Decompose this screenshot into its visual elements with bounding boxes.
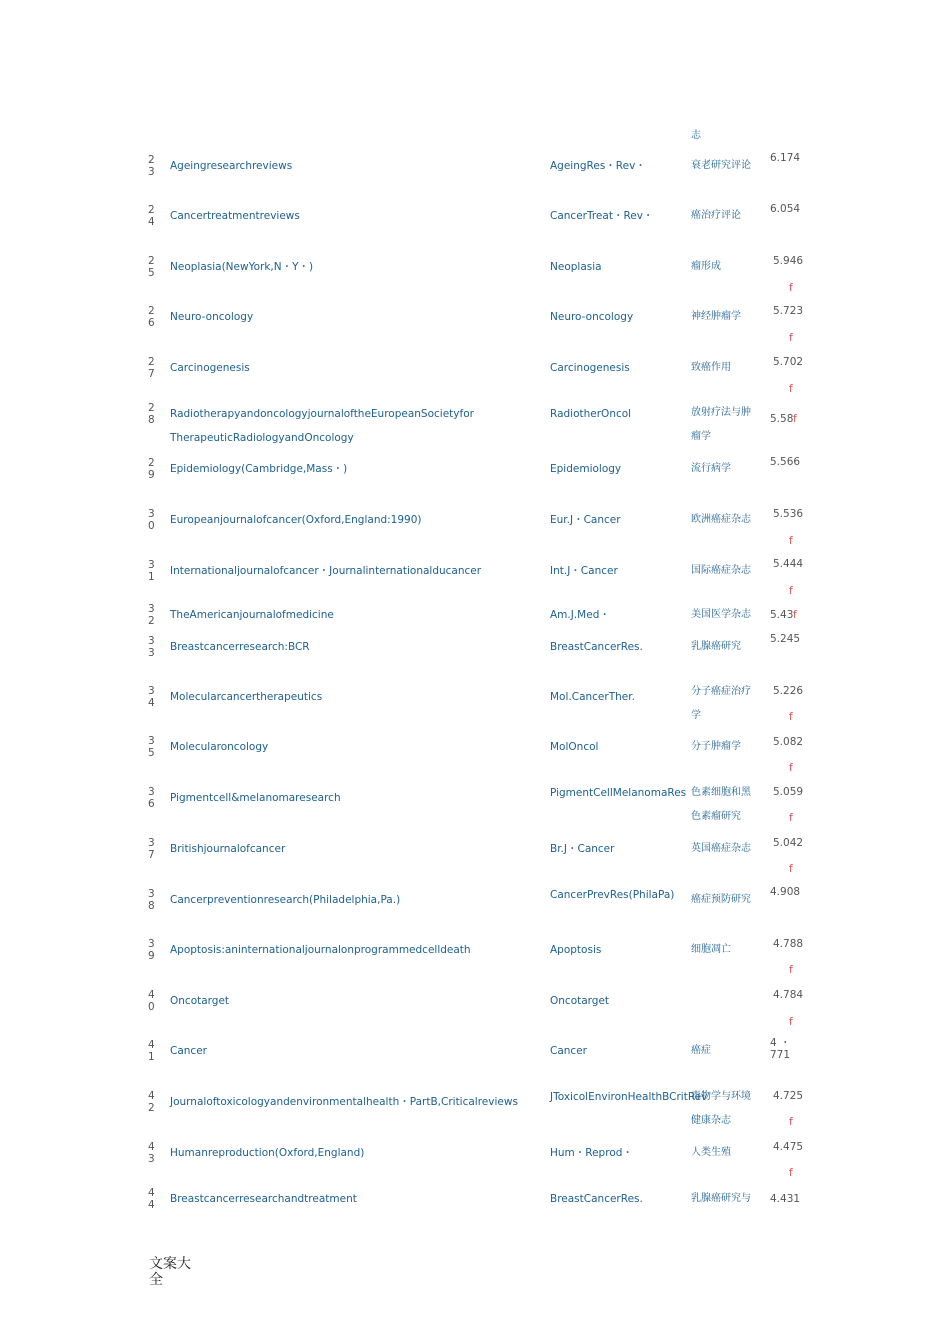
row-number: 32 (148, 603, 155, 627)
journal-full-name: Cancertreatmentreviews (170, 210, 300, 222)
journal-abbreviation: CancerTreat・Rev・ (550, 210, 654, 222)
impact-factor: 6.054 (770, 203, 801, 215)
journal-chinese-name: 色素细胞和黑色素瘤研究 (691, 787, 751, 822)
row-number: 30 (148, 508, 155, 532)
impact-factor: 4.725 (773, 1090, 804, 1102)
row-number: 37 (148, 837, 155, 861)
impact-factor: 5.042 (773, 837, 804, 849)
journal-abbreviation: RadiotherOncol (550, 408, 632, 420)
journal-abbreviation: Neoplasia (550, 261, 602, 273)
note-mark: f (789, 812, 793, 824)
note-mark: f (789, 1016, 793, 1028)
journal-full-name: Breastcancerresearchandtreatment (170, 1193, 357, 1205)
journal-abbreviation: PigmentCellMelanomaRes (550, 787, 687, 799)
impact-factor: 5.43 (770, 609, 794, 621)
journal-full-name: Carcinogenesis (170, 362, 250, 374)
note-mark: f (789, 711, 793, 723)
row-number: 41 (148, 1039, 155, 1063)
journal-chinese-name: 乳腺癌研究 (691, 641, 741, 652)
row-number: 26 (148, 305, 155, 329)
journal-full-name: Oncotarget (170, 995, 230, 1007)
journal-abbreviation: Apoptosis (550, 944, 602, 956)
journal-full-name: Molecularoncology (170, 741, 269, 753)
journal-abbreviation: Am.J.Med・ (550, 609, 610, 621)
row-number: 23 (148, 154, 155, 178)
note-mark: f (789, 535, 793, 547)
journal-chinese-name: 乳腺癌研究与 (691, 1193, 751, 1204)
journal-full-name: TheAmericanjournalofmedicine (170, 609, 334, 621)
journal-chinese-name: 瘤形成 (691, 261, 721, 272)
impact-factor: 5.702 (773, 356, 804, 368)
row-number: 42 (148, 1090, 155, 1114)
row-number: 38 (148, 888, 155, 912)
note-mark: f (789, 585, 793, 597)
journal-abbreviation: Carcinogenesis (550, 362, 630, 374)
journal-chinese-name: 美国医学杂志 (691, 609, 751, 620)
journal-abbreviation: Neuro-oncology (550, 311, 634, 323)
journal-abbreviation: BreastCancerRes. (550, 1193, 643, 1205)
impact-factor: 5.536 (773, 508, 804, 520)
journal-abbreviation: MolOncol (550, 741, 599, 753)
journal-abbreviation: Mol.CancerTher. (550, 691, 635, 703)
note-mark: f (789, 282, 793, 294)
journal-chinese-name: 国际癌症杂志 (691, 565, 751, 576)
row-number: 39 (148, 938, 155, 962)
row-number: 28 (148, 402, 155, 426)
impact-factor: 6.174 (770, 152, 801, 164)
journal-abbreviation: Oncotarget (550, 995, 610, 1007)
journal-full-name: Europeanjournalofcancer(Oxford,England:1990) (170, 514, 422, 526)
note-mark: f (789, 1167, 793, 1179)
note-mark: f (789, 1116, 793, 1128)
journal-chinese-name: 人类生殖 (691, 1147, 731, 1158)
journal-full-name: Internationaljournalofcancer・Journalinternationalducancer (170, 565, 482, 577)
journal-abbreviation: Int.J・Cancer (550, 565, 618, 577)
journal-full-name-cont: TherapeuticRadiologyandOncology (170, 432, 354, 444)
impact-factor: 4.908 (770, 886, 801, 898)
impact-factor: 5.946 (773, 255, 804, 267)
journal-abbreviation: Cancer (550, 1045, 587, 1057)
note-mark: f (789, 964, 793, 976)
journal-chinese-name: 分子癌症治疗学 (691, 686, 751, 721)
journal-abbreviation: BreastCancerRes. (550, 641, 643, 653)
journal-full-name: RadiotherapyandoncologyjournaloftheEuropeanSocietyfor (170, 408, 474, 420)
journal-full-name: Humanreproduction(Oxford,England) (170, 1147, 365, 1159)
impact-factor: 4.788 (773, 938, 804, 950)
note-mark: f (793, 413, 797, 425)
top-fragment: 志 (691, 130, 701, 141)
journal-full-name: Britishjournalofcancer (170, 843, 286, 855)
journal-full-name: Breastcancerresearch:BCR (170, 641, 310, 653)
impact-factor: 4.475 (773, 1141, 804, 1153)
impact-factor: 5.226 (773, 685, 804, 697)
journal-chinese-name: 癌治疗评论 (691, 210, 741, 221)
journal-full-name: Epidemiology(Cambridge,Mass・) (170, 463, 348, 475)
journal-full-name: Neuro-oncology (170, 311, 254, 323)
journal-full-name: Cancerpreventionresearch(Philadelphia,Pa.) (170, 894, 401, 906)
impact-factor: 5.566 (770, 456, 801, 468)
journal-abbreviation: JToxicolEnvironHealthBCritRev (550, 1091, 708, 1103)
journal-full-name: Cancer (170, 1045, 207, 1057)
footer-text: 文案大全 (149, 1256, 191, 1288)
journal-abbreviation: Br.J・Cancer (550, 843, 615, 855)
journal-abbreviation: Eur.J・Cancer (550, 514, 621, 526)
row-number: 25 (148, 255, 155, 279)
row-number: 31 (148, 559, 155, 583)
row-number: 35 (148, 735, 155, 759)
journal-full-name: Apoptosis:aninternationaljournalonprogrammedcelldeath (170, 944, 471, 956)
journal-full-name: Journaloftoxicologyandenvironmentalhealth・PartB,Criticalreviews (170, 1096, 518, 1108)
journal-abbreviation: CancerPrevRes(PhilaPa) (550, 889, 675, 901)
row-number: 43 (148, 1141, 155, 1165)
row-number: 44 (148, 1187, 155, 1211)
journal-chinese-name: 毒物学与环境健康杂志 (691, 1091, 751, 1126)
journal-chinese-name: 癌症预防研究 (691, 894, 751, 905)
note-mark: f (789, 863, 793, 875)
journal-abbreviation: Epidemiology (550, 463, 622, 475)
note-mark: f (789, 332, 793, 344)
row-number: 40 (148, 989, 155, 1013)
note-mark: f (793, 609, 797, 621)
journal-chinese-name: 衰老研究评论 (691, 160, 751, 171)
impact-factor: 4.431 (770, 1193, 801, 1205)
journal-chinese-name: 放射疗法与肿瘤学 (691, 407, 751, 442)
journal-chinese-name: 分子肿瘤学 (691, 741, 741, 752)
impact-factor: 5.723 (773, 305, 804, 317)
journal-full-name: Molecularcancertherapeutics (170, 691, 323, 703)
row-number: 33 (148, 635, 155, 659)
impact-factor: 5.444 (773, 558, 804, 570)
row-number: 36 (148, 786, 155, 810)
row-number: 27 (148, 356, 155, 380)
journal-full-name: Ageingresearchreviews (170, 160, 293, 172)
journal-chinese-name: 癌症 (691, 1045, 711, 1056)
journal-chinese-name: 英国癌症杂志 (691, 843, 751, 854)
impact-factor: 4.784 (773, 989, 804, 1001)
journal-full-name: Neoplasia(NewYork,N・Y・) (170, 261, 314, 273)
journal-abbreviation: AgeingRes・Rev・ (550, 160, 646, 172)
journal-chinese-name: 神经肿瘤学 (691, 311, 741, 322)
note-mark: f (789, 383, 793, 395)
journal-chinese-name: 流行病学 (691, 463, 731, 474)
journal-abbreviation: Hum・Reprod・ (550, 1147, 633, 1159)
journal-chinese-name: 致癌作用 (691, 362, 731, 373)
journal-chinese-name: 细胞凋亡 (691, 944, 731, 955)
journal-chinese-name: 欧洲癌症杂志 (691, 514, 751, 525)
impact-factor: 5.059 (773, 786, 804, 798)
impact-factor: 5.58 (770, 413, 794, 425)
note-mark: f (789, 762, 793, 774)
row-number: 24 (148, 204, 155, 228)
row-number: 34 (148, 685, 155, 709)
impact-factor: 4 ・771 (770, 1037, 791, 1061)
impact-factor: 5.082 (773, 736, 804, 748)
journal-full-name: Pigmentcell&melanomaresearch (170, 792, 341, 804)
impact-factor: 5.245 (770, 633, 801, 645)
row-number: 29 (148, 457, 155, 481)
